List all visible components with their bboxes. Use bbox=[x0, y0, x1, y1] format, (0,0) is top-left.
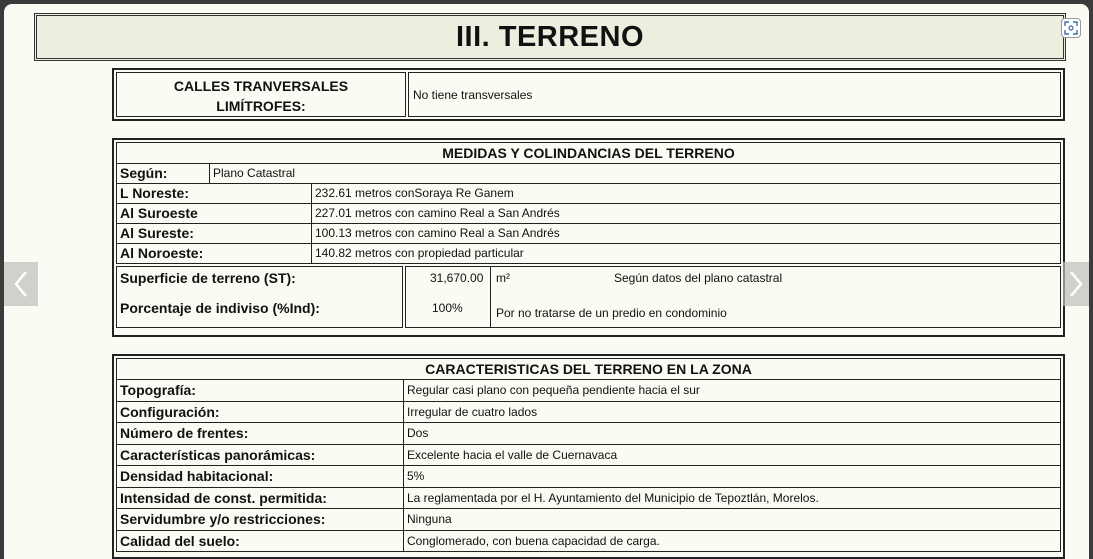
colindancia-label: Al Suroeste bbox=[117, 204, 312, 223]
calles-value: No tiene transversales bbox=[408, 72, 1061, 117]
caracteristica-value: 5% bbox=[407, 469, 425, 483]
segun-label: Según: bbox=[117, 164, 210, 183]
indiviso-value: 100% bbox=[432, 301, 463, 315]
superficie-value: 31,670.00 bbox=[430, 271, 484, 285]
table-row bbox=[116, 380, 1061, 402]
caracteristica-label: Características panorámicas: bbox=[117, 445, 404, 466]
colindancia-value: 100.13 metros con camino Real a San Andrés bbox=[315, 226, 560, 240]
table-row bbox=[116, 423, 1061, 445]
expand-icon bbox=[1064, 21, 1078, 35]
colindancia-label: Al Sureste: bbox=[117, 224, 312, 243]
calles-label-line1: CALLES TRANVERSALES bbox=[173, 78, 349, 94]
chevron-right-icon bbox=[1068, 270, 1084, 298]
superficie-values bbox=[405, 266, 1061, 328]
caracteristica-value: Regular casi plano con pequeña pendiente hacia el sur bbox=[407, 383, 700, 397]
caracteristica-value: Conglomerado, con buena capacidad de carga. bbox=[407, 533, 660, 548]
caracteristica-value: Excelente hacia el valle de Cuernavaca bbox=[407, 447, 618, 462]
colindancia-label: Al Noroeste: bbox=[117, 244, 312, 263]
table-row bbox=[116, 509, 1061, 531]
superficie-label: Superficie de terreno (ST): bbox=[120, 270, 296, 286]
indiviso-label: Porcentaje de indiviso (%Ind): bbox=[120, 300, 320, 316]
table-row bbox=[116, 244, 1061, 264]
caracteristica-label: Calidad del suelo: bbox=[117, 531, 404, 552]
segun-row bbox=[116, 164, 1061, 184]
caracteristica-label: Topografía: bbox=[117, 380, 404, 401]
calles-transversales-box bbox=[112, 68, 1065, 121]
chevron-left-icon bbox=[13, 270, 29, 298]
caracteristica-value: Dos bbox=[407, 426, 429, 440]
caracteristica-label: Servidumbre y/o restricciones: bbox=[117, 509, 404, 530]
section-title: III. TERRENO bbox=[455, 20, 645, 53]
expand-button[interactable] bbox=[1061, 18, 1081, 38]
calles-label bbox=[116, 72, 406, 117]
table-row bbox=[116, 204, 1061, 224]
caracteristicas-section bbox=[112, 354, 1065, 559]
caracteristica-value: Irregular de cuatro lados bbox=[407, 404, 538, 419]
table-row bbox=[116, 445, 1061, 467]
segun-value: Plano Catastral bbox=[213, 166, 296, 180]
prev-arrow-button[interactable] bbox=[4, 262, 38, 306]
table-row bbox=[116, 224, 1061, 244]
caracteristica-value: La reglamentada por el H. Ayuntamiento del Municipio de Tepoztlán, Morelos. bbox=[407, 490, 819, 505]
table-row bbox=[116, 466, 1061, 488]
superficie-labels bbox=[116, 266, 403, 328]
table-row bbox=[116, 531, 1061, 553]
indiviso-note: Por no tratarse de un predio en condominio bbox=[496, 306, 727, 320]
colindancia-value: 140.82 metros con propiedad particular bbox=[315, 246, 524, 260]
document-page bbox=[4, 4, 1089, 559]
colindancia-value: 227.01 metros con camino Real a San Andrés bbox=[315, 206, 560, 220]
caracteristica-label: Número de frentes: bbox=[117, 423, 404, 444]
caracteristica-label: Densidad habitacional: bbox=[117, 466, 404, 487]
table-row bbox=[116, 184, 1061, 204]
caracteristica-value: Ninguna bbox=[407, 512, 452, 526]
caracteristica-label: Configuración: bbox=[117, 402, 404, 423]
caracteristica-label: Intensidad de const. permitida: bbox=[117, 488, 404, 509]
calles-label-line2: LIMÍTROFES: bbox=[216, 98, 306, 114]
superficie-unit: m² bbox=[496, 271, 510, 285]
medidas-heading: MEDIDAS Y COLINDANCIAS DEL TERRENO bbox=[116, 142, 1061, 164]
colindancia-value: 232.61 metros conSoraya Re Ganem bbox=[315, 186, 514, 200]
caracteristicas-heading: CARACTERISTICAS DEL TERRENO EN LA ZONA bbox=[116, 358, 1061, 380]
superficie-block bbox=[116, 266, 1061, 328]
section-title-bar bbox=[34, 13, 1066, 61]
table-row bbox=[116, 402, 1061, 424]
next-arrow-button[interactable] bbox=[1063, 262, 1089, 306]
table-row bbox=[116, 488, 1061, 510]
medidas-colindancias-section bbox=[112, 138, 1065, 337]
colindancia-label: L Noreste: bbox=[117, 184, 312, 203]
superficie-note: Según datos del plano catastral bbox=[614, 271, 783, 285]
